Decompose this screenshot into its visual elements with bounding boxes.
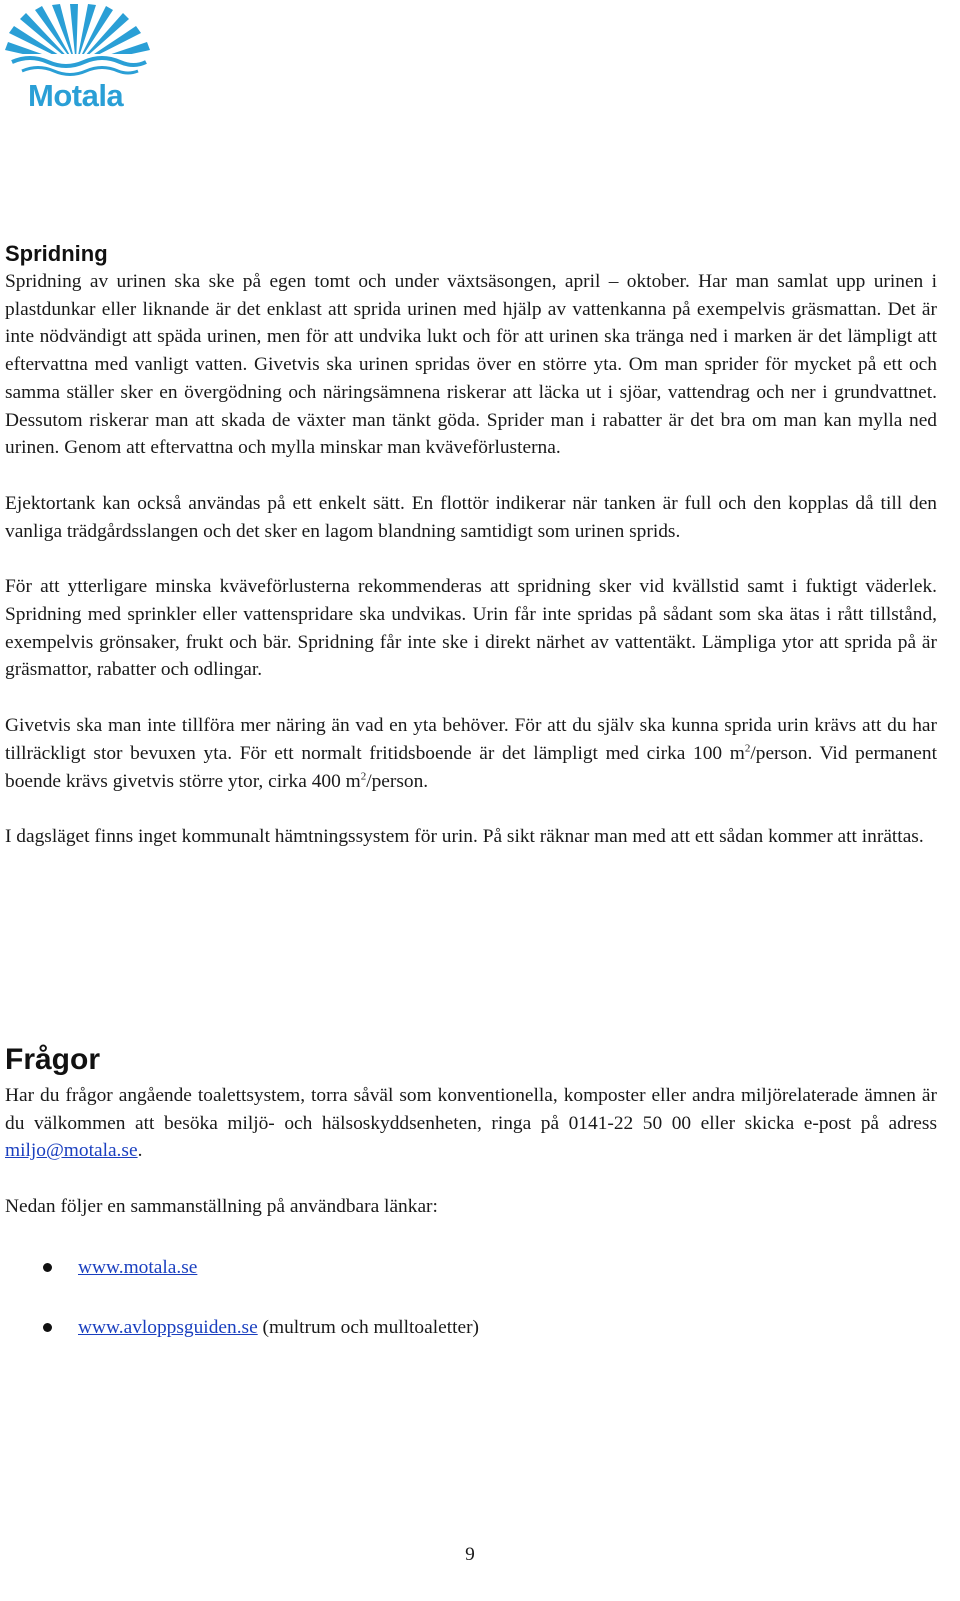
link-motala[interactable]: www.motala.se — [78, 1256, 198, 1278]
link-list — [5, 1254, 937, 1341]
motala-logo — [0, 4, 155, 116]
paragraph-fragor-1: Har du frågor angående toalettsystem, torra såväl som konventionella, komposter eller andra miljörelaterade ämnen är du välkommen att besöka miljö- och hälsoskyddsenheten, ringa på 0141-22 50 00 eller skicka e-post på adress miljo@motala.se. — [5, 1085, 937, 1162]
bullet-icon — [43, 1323, 52, 1332]
paragraph-spridning-2: Ejektortank kan också användas på ett enkelt sätt. En flottör indikerar när tanken är full och den kopplas då till den vanliga trädgårdsslangen och det sker en lagom blandning samtidigt som urinen sprids. — [5, 492, 937, 542]
document-body — [5, 240, 937, 1338]
paragraph-spridning-3: För att ytterligare minska kväveförlusterna rekommenderas att spridning sker vid kvällstid samt i fuktigt väderlek. Spridning med sprinkler eller vattenspridare ska undvikas. Urin får inte spridas på sådant som ska ätas i rått tillstånd, exempelvis grönsaker, frukt och bär. Spridning får inte ske i direkt närhet av vattentäkt. Lämpliga ytor att sprida på är gräsmattor, rabatter och odlingar. — [5, 576, 937, 681]
sun-wave-icon — [0, 4, 155, 84]
list-item — [5, 1254, 937, 1282]
list-item: www.avloppsguiden.se (multrum och mulltoaletter) — [5, 1314, 937, 1342]
paragraph-fragor-2: Nedan följer en sammanställning på användbara länkar: — [5, 1196, 438, 1218]
logo-text: Motala — [28, 78, 124, 113]
fragor-section — [5, 1082, 937, 1373]
heading-spridning: Spridning — [5, 241, 108, 266]
paragraph-spridning-4: Givetvis ska man inte tillföra mer näring än vad en yta behöver. För att du själv ska kunna sprida urin krävs att du har tillräckligt stor bevuxen yta. För ett normalt fritidsboende är det lämpligt med cirka 100 $m^2$/person. Vid permanent boende krävs givetvis större ytor, cirka 400 $m^2$/person. — [5, 715, 937, 792]
paragraph-spridning-5: I dagsläget finns inget kommunalt hämtningssystem för urin. På sikt räknar man med att ett sådan kommer att inrättas. — [5, 826, 924, 848]
paragraph-spridning-1: Spridning av urinen ska ske på egen tomt och under växtsäsongen, april – oktober. Har man samlat upp urinen i plastdunkar eller liknande är det enklast att sprida urinen med hjälp av vattenkanna på exempelvis gräsmattan. Det är inte nödvändigt att späda urinen, men för att undvika lukt och för att urinen ska tränga ned i marken är det lämpligt att eftervattna med vanligt vatten. Givetvis ska urinen spridas över en större yta. Om man sprider för mycket på ett och samma ställer sker en övergödning och näringsämnena riskerar att läcka ut i sjöar, vattendrag och ner i grundvattnet. Dessutom riskerar man att skada de växter man tänkt göda. Sprider man i rabatter är det bra om man kan mylla ned urinen. Genom att eftervattna och mylla minskar man kväveförlusterna. — [5, 271, 937, 459]
page-number: 9 — [465, 1544, 475, 1565]
link-avloppsguiden[interactable]: www.avloppsguiden.se — [78, 1316, 258, 1338]
bullet-icon — [43, 1263, 52, 1272]
email-link[interactable]: miljo@motala.se — [5, 1140, 138, 1162]
heading-fragor: Frågor — [5, 1043, 101, 1076]
